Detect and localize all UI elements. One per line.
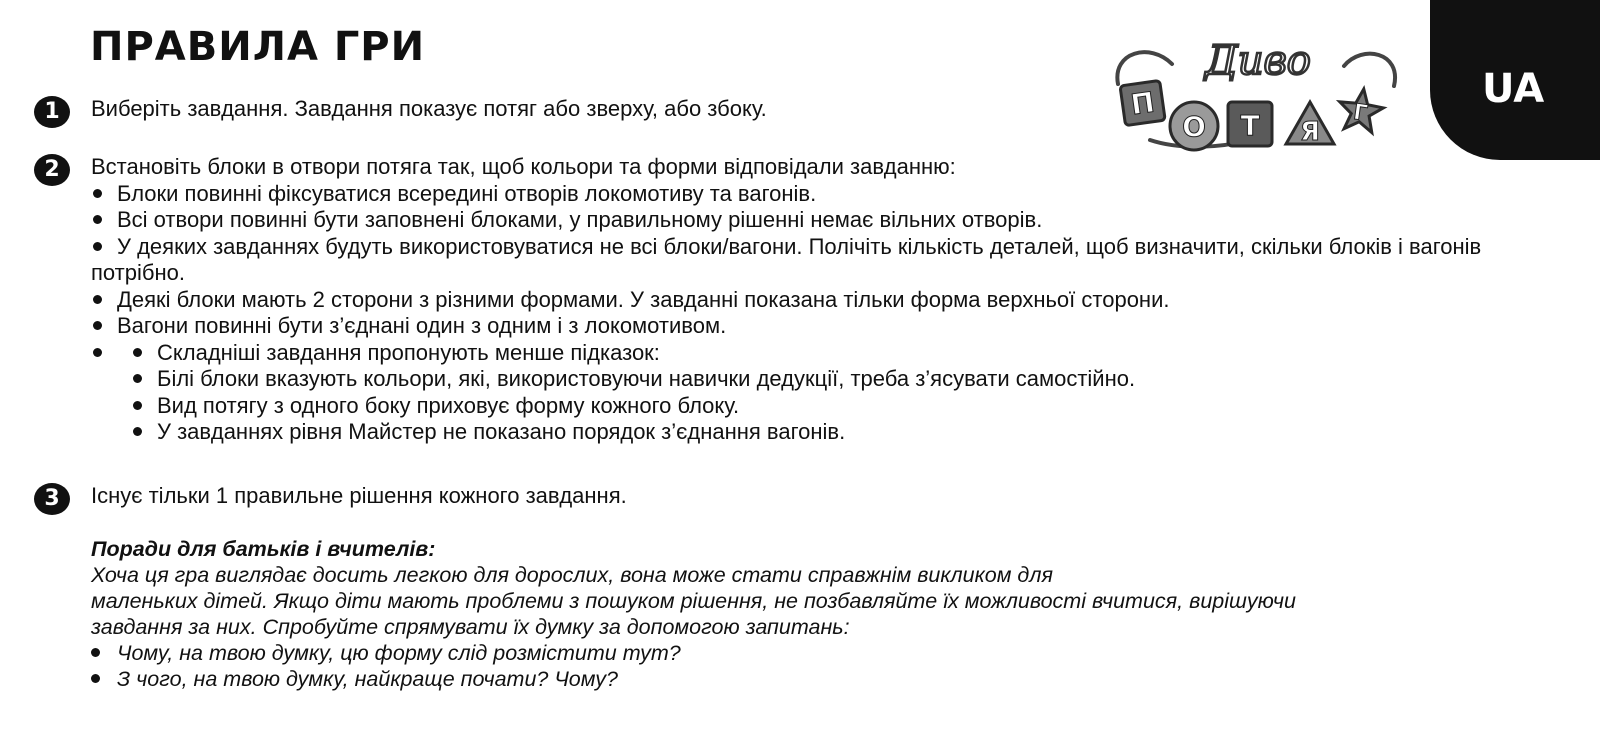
tips-title: Поради для батьків і вчителів: bbox=[91, 537, 436, 561]
step-bullet-list bbox=[91, 181, 1514, 340]
tips-paragraph-line: завдання за них. Спробуйте спрямувати їх думку за допомогою запитань: bbox=[91, 615, 850, 639]
sub-list-container bbox=[91, 340, 1514, 446]
list-item: Деякі блоки мають 2 сторони з різними формами. У завданні показана тільки форма верхньої сторони. bbox=[91, 287, 1514, 314]
page-title: ПРАВИЛА ГРИ bbox=[90, 24, 426, 70]
logo-letter: Г bbox=[1351, 99, 1370, 127]
rule-step-1 bbox=[34, 96, 1514, 123]
step-text: Встановіть блоки в отвори потяга так, щоб кольори та форми відповідали завданню: bbox=[91, 154, 956, 179]
list-item: З чого, на твою думку, найкраще почати? Чому? bbox=[91, 666, 1531, 692]
list-item: Вагони повинні бути з’єднані один з одним і з локомотивом. bbox=[91, 313, 1514, 340]
list-item: У завданнях рівня Майстер не показано порядок з’єднання вагонів. bbox=[131, 419, 1514, 446]
rule-step-3 bbox=[34, 483, 1514, 510]
logo-script-text: Диво bbox=[1205, 38, 1311, 84]
language-tab bbox=[1430, 0, 1600, 160]
list-item: Чому, на твою думку, цю форму слід розмістити тут? bbox=[91, 640, 1531, 666]
step-text: Виберіть завдання. Завдання показує потяг або зверху, або збоку. bbox=[91, 96, 767, 121]
list-item: Вид потягу з одного боку приховує форму кожного блоку. bbox=[131, 393, 1514, 420]
logo-letter: Т bbox=[1240, 109, 1260, 142]
list-item: Складніші завдання пропонують менше підказок: bbox=[131, 340, 1514, 367]
step-number-badge: 3 bbox=[34, 483, 70, 515]
tips-section bbox=[91, 536, 1531, 692]
logo-letter: П bbox=[1128, 85, 1157, 122]
step-number-badge: 1 bbox=[34, 96, 70, 128]
list-item: Блоки повинні фіксуватися всередині отворів локомотиву та вагонів. bbox=[91, 181, 1514, 208]
tips-bullet-list bbox=[91, 640, 1531, 692]
list-item: Білі блоки вказують кольори, які, використовуючи навички дедукції, треба з’ясувати самостійно. bbox=[131, 366, 1514, 393]
logo-letter: О bbox=[1182, 110, 1206, 143]
tips-paragraph-line: маленьких дітей. Якщо діти мають проблеми з пошуком рішення, не позбавляйте їх можливості вчитися, вирішуючи bbox=[91, 589, 1296, 613]
tips-paragraph-line: Хоча ця гра виглядає досить легкою для дорослих, вона може стати справжнім викликом для bbox=[91, 563, 1053, 587]
language-label: UA bbox=[1482, 66, 1545, 112]
list-item: У деяких завданнях будуть використовуватися не всі блоки/вагони. Полічіть кількість деталей, щоб визначити, скільки блоків і вагонів потрібно. bbox=[91, 234, 1514, 287]
step-sub-bullet-list bbox=[91, 340, 1514, 446]
step-number-badge: 2 bbox=[34, 154, 70, 186]
game-logo bbox=[1110, 22, 1400, 162]
step-text: Існує тільки 1 правильне рішення кожного завдання. bbox=[91, 483, 627, 508]
list-item: Всі отвори повинні бути заповнені блоками, у правильному рішенні немає вільних отворів. bbox=[91, 207, 1514, 234]
logo-letter: Я bbox=[1299, 117, 1321, 147]
rule-step-2 bbox=[34, 154, 1514, 446]
